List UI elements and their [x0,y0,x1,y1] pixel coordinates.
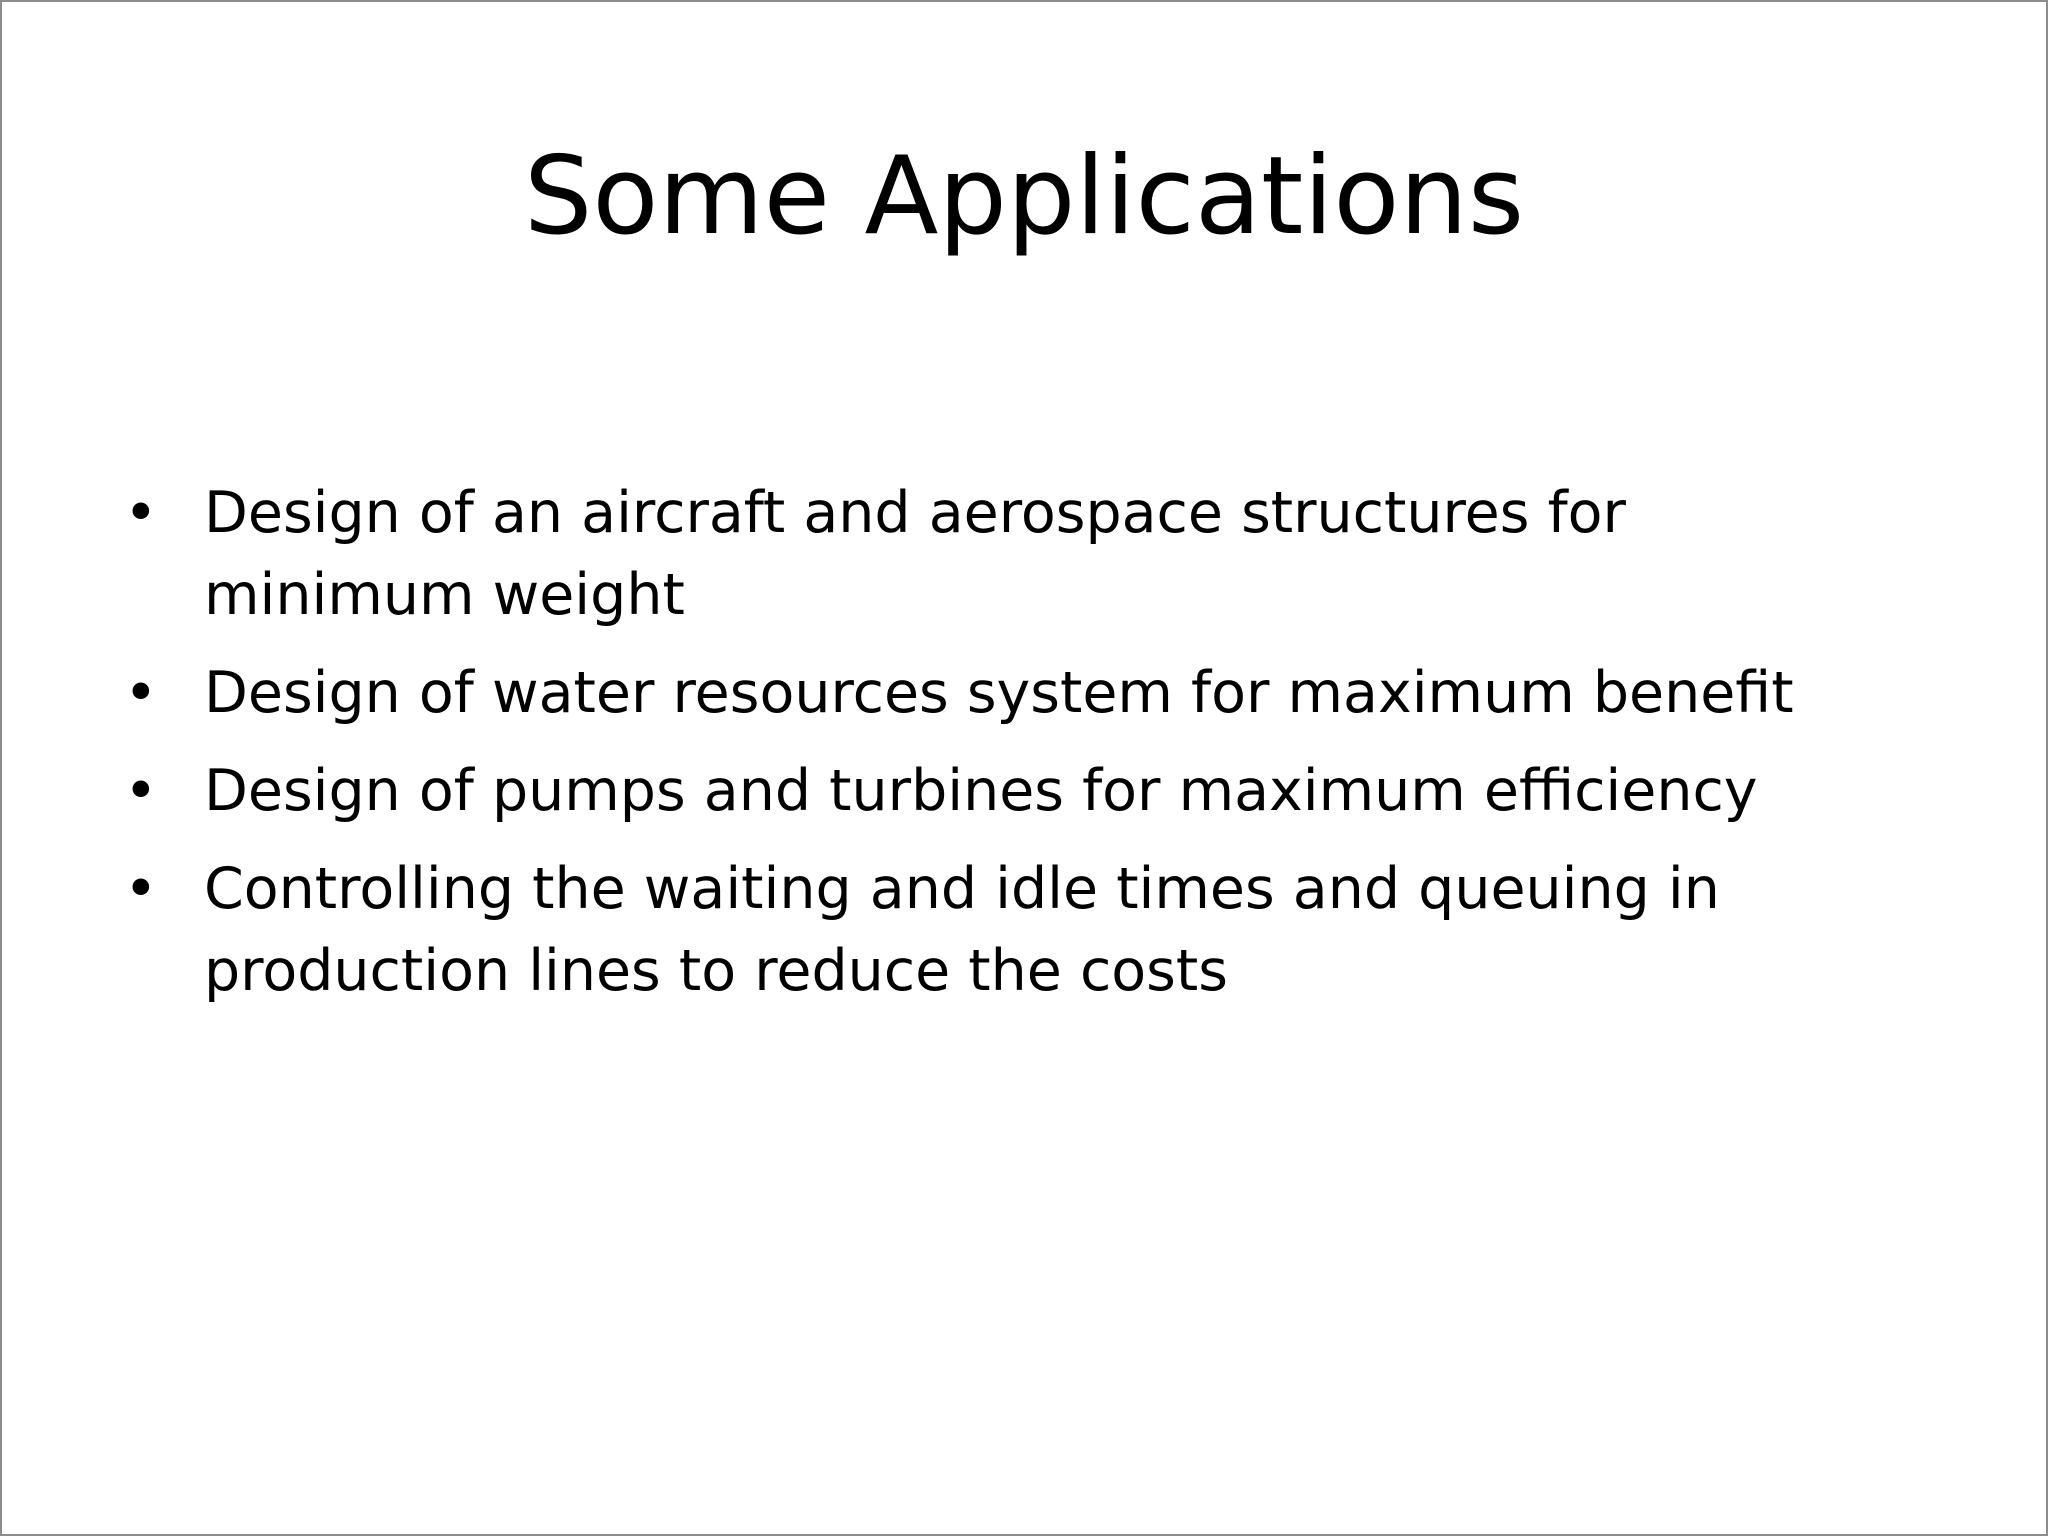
bullet-text: Design of water resources system for maximum benefit [204,660,1794,726]
bullet-item [120,652,1900,734]
bullet-marker: • [124,660,158,726]
bullet-item [120,848,1900,1012]
bullet-marker: • [124,480,158,546]
bullet-list [120,472,1900,1028]
bullet-marker: • [124,856,158,922]
bullet-item [120,750,1900,832]
bullet-text: Design of pumps and turbines for maximum efficiency [204,758,1758,824]
bullet-marker: • [124,758,158,824]
slide-title: Some Applications [523,134,1525,259]
bullet-text: Design of an aircraft and aerospace structures for minimum weight [204,480,1626,628]
bullet-text: Controlling the waiting and idle times and queuing in production lines to reduce the costs [204,856,1720,1004]
bullet-item [120,472,1900,636]
